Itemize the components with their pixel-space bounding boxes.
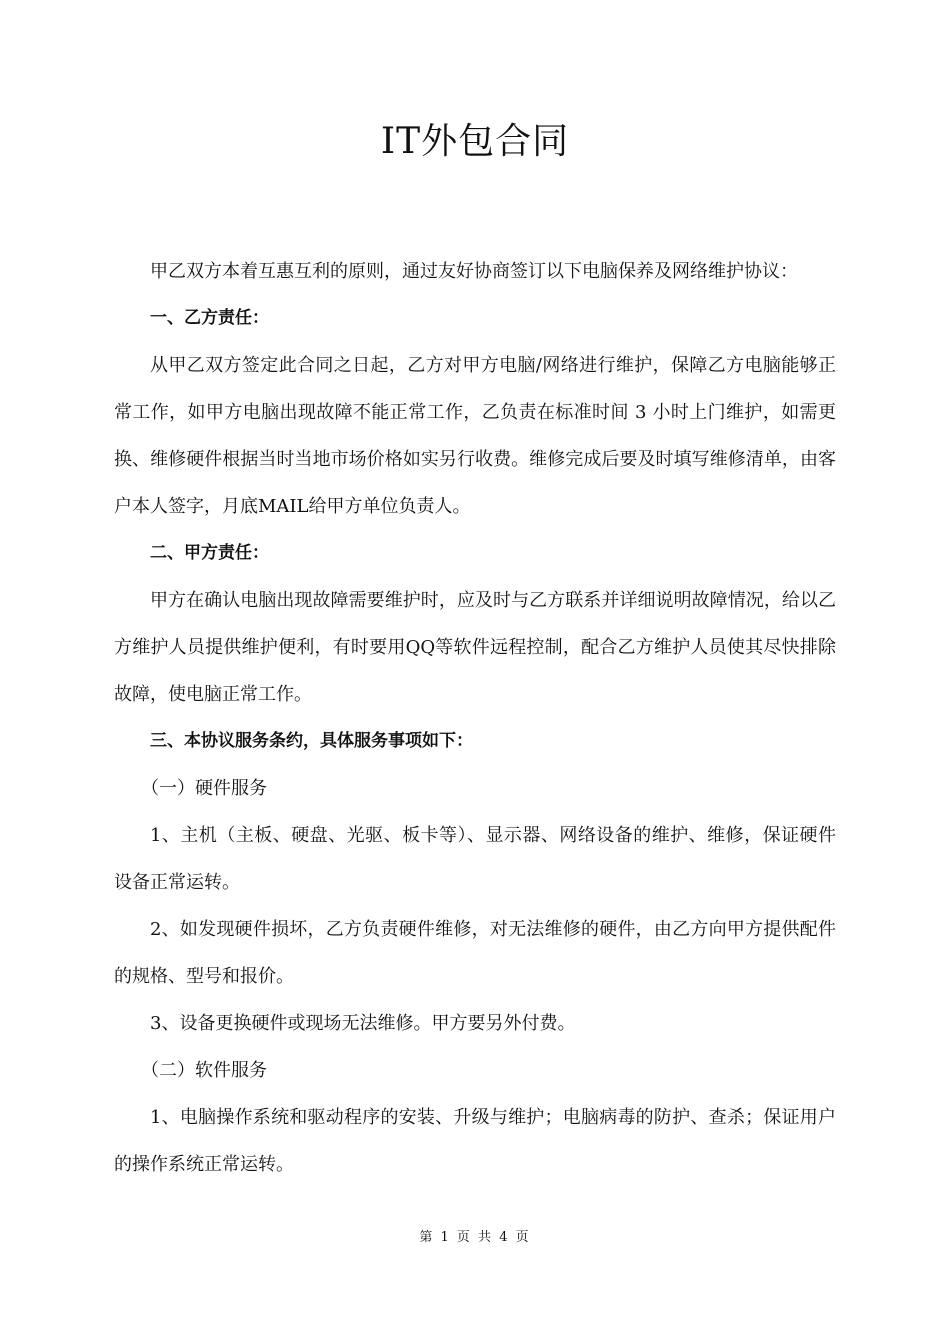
page-number-footer: 第 1 页 共 4 页 [419, 1230, 531, 1245]
section-1-heading: 一、乙方责任： [150, 308, 269, 328]
software-item-1: 1、电脑操作系统和驱动程序的安装、升级与维护；电脑病毒的防护、查杀；保证用户的操作系统正常运转。 [114, 1107, 836, 1175]
hardware-service-heading: （一）硬件服务 [141, 778, 267, 799]
hardware-item-2: 2、如发现硬件损坏，乙方负责硬件维修，对无法维修的硬件，由乙方向甲方提供配件的规格、型号和报价。 [114, 919, 836, 987]
software-service-heading: （二）软件服务 [141, 1060, 267, 1081]
section-2-heading: 二、甲方责任： [150, 543, 269, 563]
intro-paragraph: 甲乙双方本着互惠互利的原则，通过友好协商签订以下电脑保养及网络维护协议： [150, 261, 798, 282]
section-1-paragraph: 从甲乙双方签定此合同之日起，乙方对甲方电脑/网络进行维护，保障乙方电脑能够正常工作，如甲方电脑出现故障不能正常工作，乙负责在标准时间 3 小时上门维护，如需更换、维修硬件根据当时当地市场价格如实另行收费。维修完成后要及时填写维修清单，由客户本人签字，月底MAIL给甲方单位负责人。 [114, 355, 836, 517]
document-body [114, 248, 836, 1188]
section-2-paragraph: 甲方在确认电脑出现故障需要维护时，应及时与乙方联系并详细说明故障情况，给以乙方维护人员提供维护便利，有时要用QQ等软件远程控制，配合乙方维护人员使其尽快排除故障，使电脑正常工作。 [114, 590, 836, 705]
hardware-item-3: 3、设备更换硬件或现场无法维修。甲方要另外付费。 [150, 1013, 576, 1034]
hardware-item-1: 1、主机（主板、硬盘、光驱、板卡等）、显示器、网络设备的维护、维修，保证硬件设备正常运转。 [114, 825, 836, 893]
section-3-heading: 三、本协议服务条约，具体服务事项如下： [150, 731, 473, 751]
document-title: IT外包合同 [380, 121, 570, 162]
